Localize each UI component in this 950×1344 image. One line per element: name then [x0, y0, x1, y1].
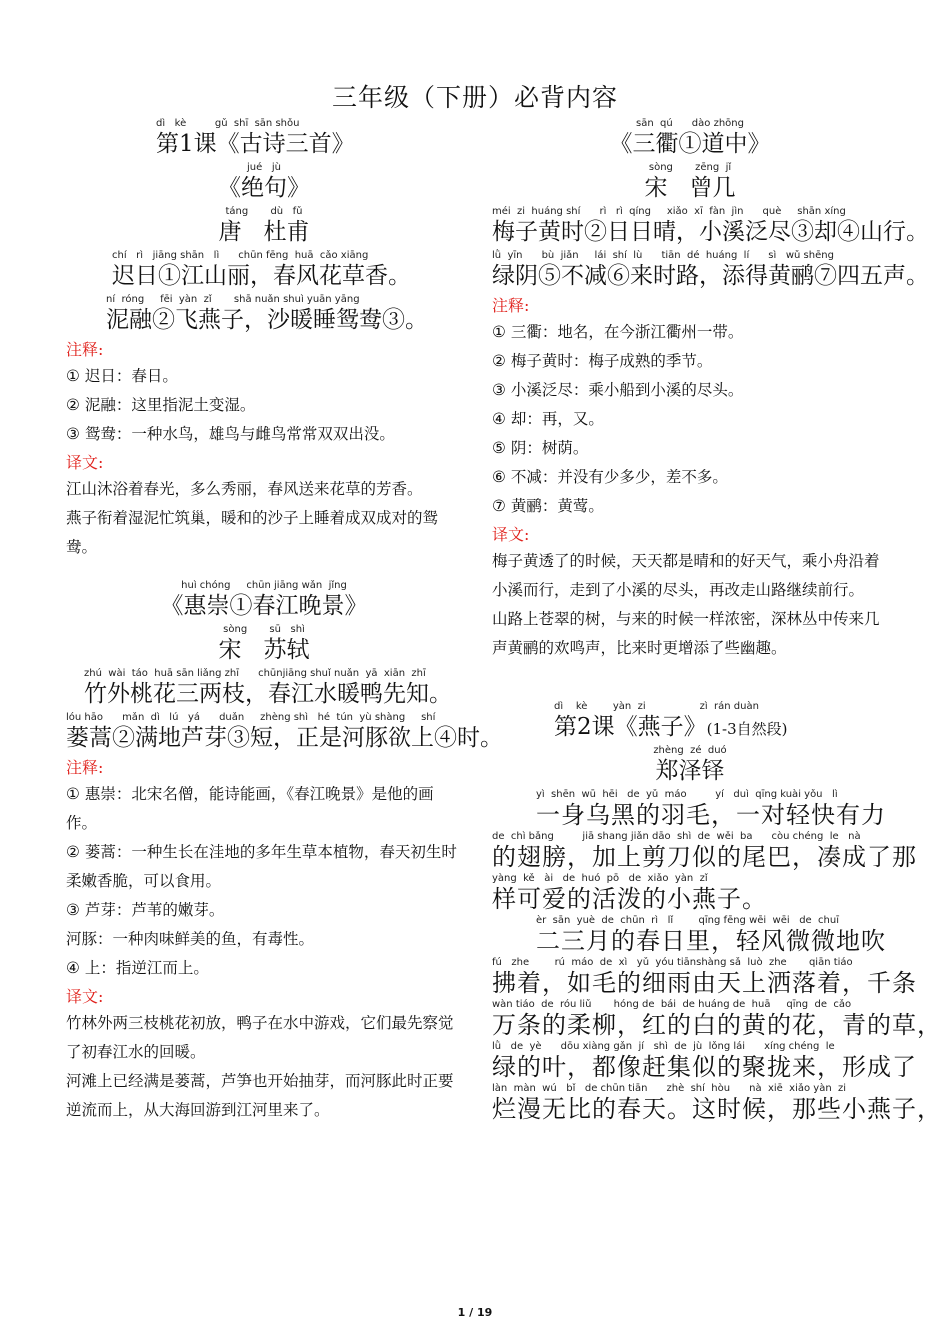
verse-line: 泥融②飞燕子，沙暖睡鸳鸯③。: [106, 307, 428, 333]
poem1-author-block: [66, 206, 462, 246]
text-line: [492, 831, 917, 871]
notes-label: 注释:: [66, 758, 104, 777]
poem3-line: [492, 250, 929, 290]
left-column: [66, 118, 503, 1125]
text-line-hanzi: 烂漫无比的春天。这时候，那些小燕子，: [492, 1095, 942, 1123]
poem3-line: [492, 206, 929, 246]
text-line-hanzi: 绿的叶，都像赶集似的聚拢来，形成了: [492, 1053, 917, 1081]
translation-label: 译文:: [66, 987, 104, 1006]
poem3-author-block: [492, 162, 888, 202]
pinyin-line: èr sān yuè de chūn rì lǐ qīng fēng wēi wēi de chuī: [536, 915, 840, 926]
pinyin-line: dì kè yàn zi zì rán duàn: [554, 701, 759, 712]
note-item: ② 蒌蒿：一种生长在洼地的多年生草本植物，春天初生时柔嫩香脆，可以食用。: [66, 843, 457, 890]
text-line-hanzi: 拂着，如毛的细雨由天上洒落着，千条: [492, 969, 917, 997]
lesson2-heading-suffix: (1-3自然段): [706, 720, 788, 738]
pinyin-line: zhú wài táo huā sān liǎng zhī chūnjiāng shuǐ nuǎn yā xiān zhī: [84, 668, 426, 679]
pinyin-line: méi zi huáng shí rì rì qíng xiǎo xī fàn jìn què shān xíng: [492, 206, 846, 217]
pinyin-line: yàng kě ài de huó pō de xiǎo yàn zǐ: [492, 873, 708, 884]
lesson2-author: 郑泽铎: [655, 758, 725, 784]
note-item: ③ 鸳鸯：一种水鸟，雄鸟与雌鸟常常双双出没。: [66, 425, 395, 443]
pinyin-line: yì shēn wū hēi de yǔ máo yí duì qīng kuài yǒu lì: [536, 789, 838, 800]
page-title: 三年级（下册）必背内容: [331, 83, 618, 112]
pinyin-line: zhèng zé duó: [653, 745, 727, 756]
text-line: [492, 957, 917, 997]
verse-line: 迟日①江山丽，春风花草香。: [112, 263, 411, 289]
poem2-line: [66, 668, 462, 708]
translation-label: 译文:: [492, 525, 530, 544]
pinyin-line: dì kè gǔ shī sān shǒu: [156, 118, 300, 129]
note-item: ① 惠崇：北宋名僧，能诗能画，《春江晚景》是他的画作。: [66, 785, 434, 832]
text-line: [492, 1041, 917, 1081]
note-item: 河豚：一种肉味鲜美的鱼，有毒性。: [66, 930, 315, 948]
note-item: ④ 却：再，又。: [492, 410, 604, 428]
pinyin-line: lǜ de yè dōu xiàng gǎn jí shì de jù lǒng lái xíng chéng le: [492, 1041, 835, 1052]
right-column: [492, 118, 942, 1125]
pinyin-line: chí rì jiāng shān lì chūn fēng huā cǎo xiāng: [112, 250, 369, 261]
notes-label: 注释:: [492, 296, 530, 315]
note-item: ④ 上：指逆江而上。: [66, 959, 209, 977]
note-item: ② 梅子黄时：梅子成熟的季节。: [492, 352, 713, 370]
text-line-hanzi: 一身乌黑的羽毛，一对轻快有力: [536, 801, 886, 829]
poem2-line: [66, 712, 503, 752]
poem1-title: 《绝句》: [218, 175, 310, 201]
pinyin-line: de chì bǎng jiā shang jiǎn dāo shì de wěi ba còu chéng le nà: [492, 831, 861, 842]
translation-paragraph: 竹林外两三枝桃花初放，鸭子在水中游戏，它们最先察觉了初春江水的回暖。: [66, 1014, 454, 1061]
page-number: 1 / 19: [457, 1306, 493, 1319]
text-line: [492, 915, 888, 955]
lesson1-heading-block: [66, 118, 462, 158]
poem2-author-block: [66, 624, 462, 664]
pinyin-line: fú zhe rú máo de xì yǔ yóu tiānshàng sǎ luò zhe qiān tiáo: [492, 957, 853, 968]
pinyin-line: ní róng fēi yàn zǐ shā nuǎn shuì yuān yāng: [106, 294, 360, 305]
verse-line: 梅子黄时②日日晴，小溪泛尽③却④山行。: [492, 219, 929, 245]
text-line: [492, 1083, 942, 1123]
verse-line: 绿阴⑤不减⑥来时路，添得黄鹂⑦四五声。: [492, 263, 929, 289]
note-item: ① 三衢：地名，在今浙江衢州一带。: [492, 323, 744, 341]
text-line-hanzi: 二三月的春日里，轻风微微地吹: [536, 927, 886, 955]
pinyin-line: táng dù fǔ: [225, 206, 303, 217]
pinyin-line: sòng sū shì: [223, 624, 305, 635]
pinyin-line: lóu hāo mǎn dì lú yá duǎn zhèng shì hé tún yù shàng shí: [66, 712, 436, 723]
pinyin-line: sòng zēng jǐ: [648, 162, 732, 173]
poem2-author: 宋 苏轼: [218, 637, 310, 663]
pinyin-line: jué jù: [247, 162, 281, 173]
translation-paragraph: 河滩上已经满是蒌蒿，芦笋也开始抽芽，而河豚此时正要逆流而上，从大海回游到江河里来了。: [66, 1072, 454, 1119]
poem2-title: 《惠崇①春江晚景》: [160, 593, 368, 619]
note-item: ③ 芦芽：芦苇的嫩芽。: [66, 901, 225, 919]
lesson2-author-block: [492, 745, 888, 785]
verse-line: 蒌蒿②满地芦芽③短，正是河豚欲上④时。: [66, 725, 503, 751]
poem2-title-block: [66, 580, 462, 620]
pinyin-line: lǜ yīn bù jiǎn lái shí lù tiān dé huáng lí sì wǔ shēng: [492, 250, 834, 261]
poem3-title: 《三衢①道中》: [609, 131, 771, 157]
translation-paragraph: 山路上苍翠的树，与来的时候一样浓密，深林丛中传来几声黄鹂的欢鸣声，比来时更增添了些幽趣。: [492, 610, 880, 657]
text-line-hanzi: 万条的柔柳，红的白的黄的花，青的草，: [492, 1011, 942, 1039]
pinyin-line: wàn tiáo de róu liǔ hóng de bái de huáng de huā qīng de cǎo: [492, 999, 852, 1010]
poem1-line: [66, 294, 462, 334]
lesson2-text: [492, 789, 942, 1123]
translation-paragraph: 江山沐浴着春光，多么秀丽，春风送来花草的芳香。: [66, 480, 423, 498]
text-line: [492, 999, 942, 1039]
text-line-hanzi: 样可爱的活泼的小燕子。: [492, 885, 767, 913]
lesson1-heading: 第1课《古诗三首》: [156, 131, 355, 157]
pinyin-line: huì chóng chūn jiāng wǎn jǐng: [181, 580, 347, 591]
notes-label: 注释:: [66, 340, 104, 359]
pinyin-line: làn màn wú bǐ de chūn tiān zhè shí hòu nà xiē xiǎo yàn zi: [492, 1083, 847, 1094]
translation-label: 译文:: [66, 453, 104, 472]
text-line-hanzi: 的翅膀，加上剪刀似的尾巴，凑成了那: [492, 843, 917, 871]
verse-line: 竹外桃花三两枝，春江水暖鸭先知。: [84, 681, 452, 707]
text-line: [492, 873, 888, 913]
lesson2-heading-block: [492, 701, 888, 741]
note-item: ⑤ 阴：树荫。: [492, 439, 589, 457]
text-line: [492, 789, 888, 829]
note-item: ⑦ 黄鹂：黄莺。: [492, 497, 604, 515]
note-item: ② 泥融：这里指泥土变湿。: [66, 396, 256, 414]
note-item: ③ 小溪泛尽：乘小船到小溪的尽头。: [492, 381, 744, 399]
poem1-author: 唐 杜甫: [218, 219, 310, 245]
translation-paragraph: 燕子衔着湿泥忙筑巢，暖和的沙子上睡着成双成对的鸳鸯。: [66, 509, 439, 556]
poem3-author: 宋 曾几: [644, 175, 736, 201]
pinyin-line: sān qú dào zhōng: [636, 118, 744, 129]
poem1-line: [66, 250, 462, 290]
lesson2-heading: 第2课《燕子》: [554, 714, 707, 740]
poem1-title-block: [66, 162, 462, 202]
poem3-title-block: [492, 118, 888, 158]
note-item: ① 迟日：春日。: [66, 367, 178, 385]
note-item: ⑥ 不减：并没有少多少，差不多。: [492, 468, 728, 486]
translation-paragraph: 梅子黄透了的时候，天天都是晴和的好天气，乘小舟沿着小溪而行，走到了小溪的尽头，再改走山路继续前行。: [492, 552, 880, 599]
